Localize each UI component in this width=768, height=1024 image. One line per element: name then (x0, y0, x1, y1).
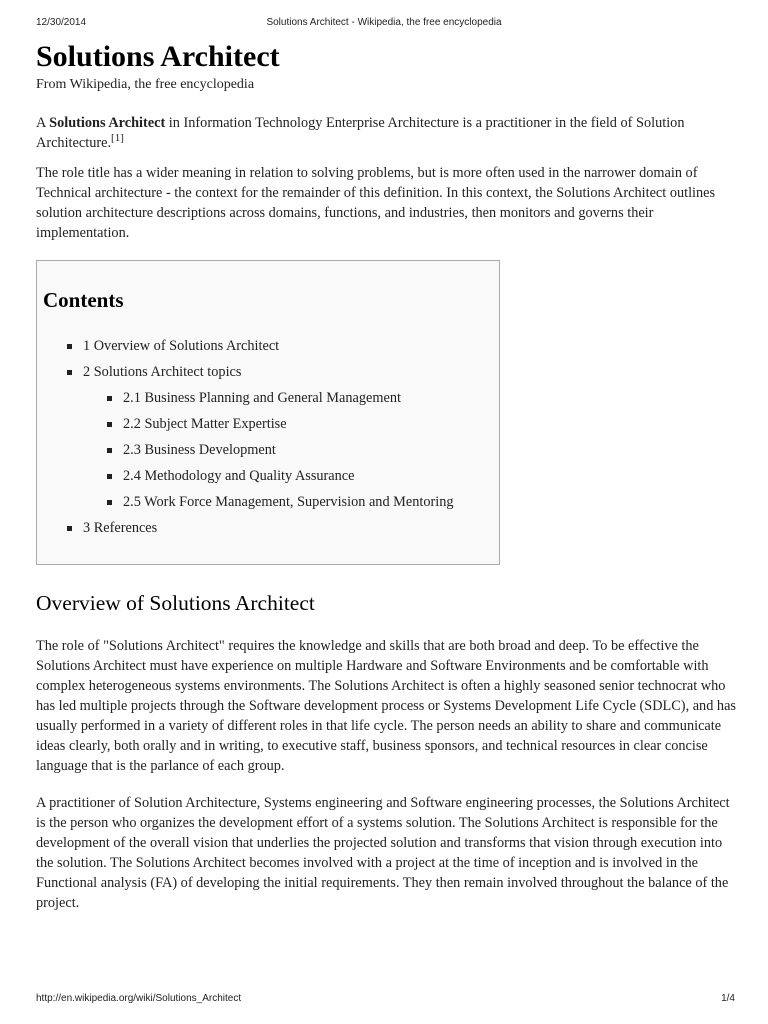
bullet-icon (107, 396, 112, 401)
toc-item-label[interactable]: 2.1 Business Planning and General Management (123, 390, 401, 406)
print-date: 12/30/2014 (36, 17, 87, 28)
toc-item[interactable] (43, 333, 499, 359)
bullet-icon (107, 474, 112, 479)
section-heading-overview: Overview of Solutions Architect (36, 591, 315, 615)
toc-item[interactable] (43, 359, 499, 385)
toc-item[interactable] (43, 463, 499, 489)
print-page-number: 1/4 (721, 993, 735, 1004)
toc-list (43, 333, 499, 541)
toc-item-label[interactable]: 2 Solutions Architect topics (83, 364, 242, 380)
overview-paragraph-2: A practitioner of Solution Architecture, Systems engineering and Software engineering processes, the Solutions Architect is the person who organizes the development effort of a systems solution. The Solutions Architect is responsible for the development of the overall vision that underlies the projected solution and transforms that vision through execution into the solution. The Solutions Architect becomes involved with a project at the time of inception and is involved in the Functional analysis (FA) of developing the initial requirements. They then remain involved throughout the balance of the project. (36, 795, 730, 911)
intro-paragraph: A Solutions Architect in Information Technology Enterprise Architecture is a practitioner in the field of Solution Architecture.[1] (36, 115, 685, 151)
bullet-icon (107, 422, 112, 427)
toc-item[interactable] (43, 437, 499, 463)
toc-item-label[interactable]: 2.4 Methodology and Quality Assurance (123, 468, 355, 484)
bullet-icon (107, 500, 112, 505)
toc-item-label[interactable]: 2.5 Work Force Management, Supervision and Mentoring (123, 494, 454, 510)
overview-paragraph-1: The role of "Solutions Architect" requires the knowledge and skills that are both broad and deep. To be effective the Solutions Architect must have experience on multiple Hardware and Software Environments and be comfortable with complex heterogeneous systems environments. The Solutions Architect is often a highly seasoned senior technocrat who has led multiple projects through the Software development process or Systems Development Life Cycle (SDLC), and has usually performed in a variety of different roles in that life cycle. The person needs an ability to share and communicate ideas clearly, both orally and in writing, to executive staff, business sponsors, and technical resources in clear concise language that is the parlance of each group. (36, 638, 736, 774)
toc-item-label[interactable]: 3 References (83, 520, 158, 536)
toc-item[interactable] (43, 411, 499, 437)
toc-item[interactable] (43, 515, 499, 541)
reference-link[interactable]: [1] (111, 132, 124, 145)
toc-item[interactable] (43, 385, 499, 411)
context-paragraph: The role title has a wider meaning in relation to solving problems, but is more often used in the narrower domain of Technical architecture - the context for the remainder of this definition. In this context, the Solutions Architect outlines solution architecture descriptions across domains, functions, and industries, then monitors and governs their implementation. (36, 165, 716, 241)
bullet-icon (67, 344, 72, 349)
toc-item[interactable] (43, 489, 499, 515)
article-content (36, 38, 736, 913)
bullet-icon (107, 448, 112, 453)
page-subtitle: From Wikipedia, the free encyclopedia (36, 77, 255, 92)
toc-title: Contents (43, 288, 124, 312)
toc-item-label[interactable]: 1 Overview of Solutions Architect (83, 338, 280, 354)
print-footer-url: http://en.wikipedia.org/wiki/Solutions_Architect (36, 993, 242, 1004)
bullet-icon (67, 526, 72, 531)
toc-item-label[interactable]: 2.2 Subject Matter Expertise (123, 416, 287, 432)
intro-bold-term: Solutions Architect (49, 115, 166, 131)
toc-item-label[interactable]: 2.3 Business Development (123, 442, 276, 458)
bullet-icon (67, 370, 72, 375)
print-header-title: Solutions Architect - Wikipedia, the free encyclopedia (266, 17, 502, 28)
page-title: Solutions Architect (36, 40, 280, 73)
table-of-contents (36, 260, 500, 565)
